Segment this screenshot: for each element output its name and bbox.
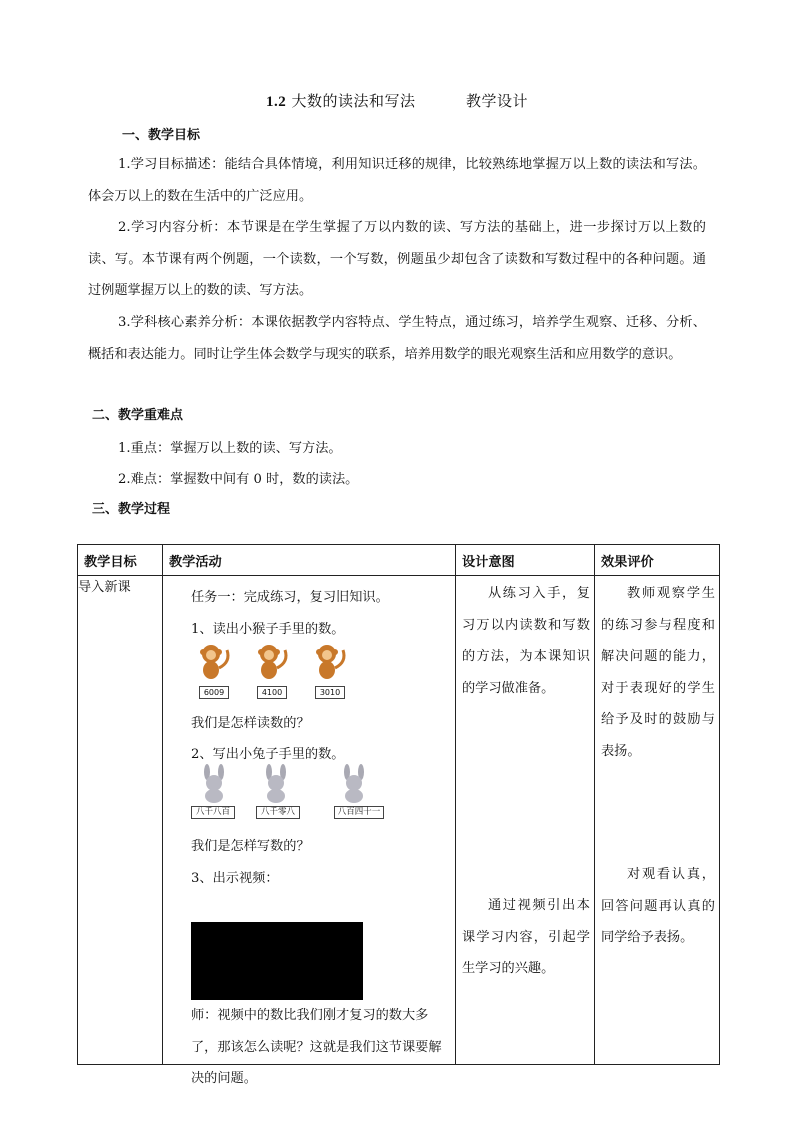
design-cell	[456, 576, 595, 1065]
video-placeholder[interactable]	[191, 922, 363, 1000]
monkey-2	[258, 645, 286, 679]
goal-cell	[78, 576, 163, 1065]
header-activity: 教学活动	[163, 545, 456, 576]
page-title	[0, 90, 794, 111]
rabbit-word-2: 八千零八	[256, 806, 300, 819]
design-text-2: 通过视频引出本课学习内容，引起学生学习的兴趣。	[462, 898, 590, 976]
section-heading-key-points: 二、教学重难点	[92, 408, 184, 423]
section-heading-goals: 一、教学目标	[122, 128, 201, 143]
header-design: 设计意图	[456, 545, 595, 576]
rabbit-word-1: 八千八百	[191, 806, 235, 819]
paragraph-core-literacy: 3.学科核心素养分析：本课依据教学内容特点、学生特点，通过练习，培养学生观察、迁移、分析、概括和表达能力。同时让学生体会数学与现实的联系，培养用数学的眼光观察生活和应用数学的意识。	[88, 315, 706, 362]
question1-text: 1、读出小猴子手里的数。	[191, 622, 345, 637]
rabbit-word-3: 八百四十一	[334, 806, 384, 819]
title-number: 1.2	[265, 94, 287, 110]
monkey-number-1: 6009	[199, 686, 229, 699]
rabbit-2	[266, 764, 286, 803]
difficult-point-line: 2.难点：掌握数中间有 0 时，数的读法。	[118, 472, 359, 487]
eval-text-1: 教师观察学生的练习参与程度和解决问题的能力，对于表现好的学生给予及时的鼓励与表扬。	[601, 586, 715, 759]
rabbit-1	[204, 764, 224, 803]
monkey-number-3: 3010	[315, 686, 345, 699]
key-point-line: 1.重点：掌握万以上数的读、写方法。	[118, 441, 342, 456]
question2-follow-text: 我们是怎样写数的？	[191, 839, 310, 854]
monkey-1	[200, 645, 228, 679]
paragraph-goal-description: 1.学习目标描述：能结合具体情境，利用知识迁移的规律，比较熟练地掌握万以上数的读法和写法。体会万以上的数在生活中的广泛应用。	[88, 157, 706, 204]
title-suffix: 教学设计	[466, 92, 529, 110]
design-text-1: 从练习入手，复习万以内读数和写数的方法，为本课知识的学习做准备。	[462, 586, 590, 696]
question2-text: 2、写出小兔子手里的数。	[191, 747, 345, 762]
monkey-3	[316, 645, 344, 679]
goal-text: 导入新课	[78, 580, 131, 595]
table-header-row	[78, 545, 720, 576]
task1-text: 任务一：完成练习，复习旧知识。	[191, 590, 389, 605]
rabbit-3	[344, 764, 364, 803]
section-heading-process: 三、教学过程	[92, 502, 171, 517]
eval-cell	[595, 576, 720, 1065]
teaching-process-table	[77, 544, 720, 1086]
header-goal: 教学目标	[78, 545, 163, 576]
paragraph-content-analysis: 2.学习内容分析：本节课是在学生掌握了万以内数的读、写方法的基础上，进一步探讨万以上数的读、写。本节课有两个例题，一个读数，一个写数，例题虽少却包含了读数和写数过程中的各种问题。通过例题掌握万以上的数的读、写方法。	[88, 220, 706, 298]
teacher-text: 师：视频中的数比我们刚才复习的数大多了，那该怎么读呢？这就是我们这节课要解决的问题。	[191, 1008, 442, 1086]
activity-cell	[163, 576, 456, 1086]
table-row	[78, 576, 720, 1065]
monkey-number-2: 4100	[257, 686, 287, 699]
question1-follow-text: 我们是怎样读数的？	[191, 716, 310, 731]
question3-text: 3、出示视频：	[191, 871, 279, 886]
header-eval: 效果评价	[595, 545, 720, 576]
title-name: 大数的读法和写法	[291, 92, 416, 110]
eval-text-2: 对观看认真，回答问题再认真的同学给予表扬。	[601, 867, 715, 945]
